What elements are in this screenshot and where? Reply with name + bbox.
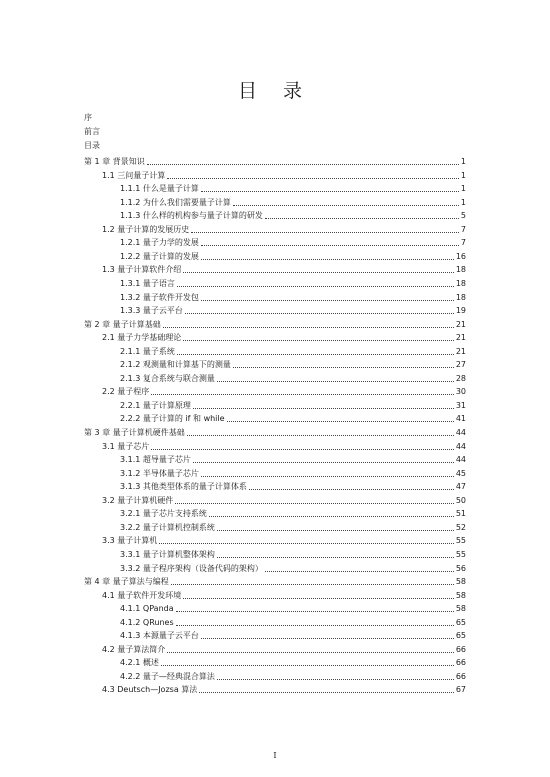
toc-dot-leader <box>163 327 454 328</box>
toc-entry-page: 47 <box>455 482 466 492</box>
toc-entry[interactable] <box>120 412 466 424</box>
toc-entry-page: 19 <box>455 306 466 316</box>
toc-entry-page: 55 <box>455 536 466 546</box>
toc-entry-title: 3.2 量子计算机硬件 <box>102 495 174 505</box>
toc-dot-leader <box>233 205 459 206</box>
toc-entry[interactable] <box>120 277 466 289</box>
toc-entry-page: 7 <box>460 224 466 234</box>
toc-entry-page: 66 <box>455 671 466 681</box>
toc-entry[interactable] <box>120 291 466 303</box>
toc-entry[interactable] <box>84 155 466 167</box>
toc-entry[interactable] <box>84 575 466 587</box>
toc-entry[interactable] <box>102 169 466 181</box>
toc-entry-page: 51 <box>455 509 466 519</box>
toc-dot-leader <box>227 421 454 422</box>
toc-entry-page: 1 <box>460 197 466 207</box>
toc-entry[interactable] <box>120 616 466 628</box>
toc-entry-title: 第 1 章 背景知识 <box>84 157 145 166</box>
toc-dot-leader <box>199 692 454 693</box>
toc-entry-title: 3.1 量子芯片 <box>102 441 150 451</box>
toc-entry-page: 41 <box>455 414 466 424</box>
toc-entry[interactable] <box>120 562 466 574</box>
toc-dot-leader <box>187 435 454 436</box>
front-item-foreword[interactable]: 前言 <box>84 127 100 136</box>
toc-entry-title: 3.3.2 量子程序架构（设备代码的架构） <box>120 563 263 573</box>
toc-dot-leader <box>151 449 454 450</box>
toc-entry-title: 3.2.1 量子芯片支持系统 <box>120 509 207 519</box>
toc-entry-title: 1.3.1 量子语言 <box>120 278 175 288</box>
toc-entry-title: 1.1 三问量子计算 <box>102 170 166 180</box>
toc-entry-title: 4.1 量子软件开发环境 <box>102 590 182 600</box>
toc-entry-title: 2.1.1 量子系统 <box>120 346 175 356</box>
toc-entry-title: 4.2 量子算法简介 <box>102 644 166 654</box>
toc-dot-leader <box>185 313 454 314</box>
toc-dot-leader <box>176 611 454 612</box>
toc-entry-title: 2.1.3 复合系统与联合测量 <box>120 373 215 383</box>
toc-entry[interactable] <box>120 250 466 262</box>
toc-dot-leader <box>217 557 454 558</box>
toc-entry-page: 5 <box>460 211 466 221</box>
toc-entry[interactable] <box>102 494 466 506</box>
toc-entry-page: 58 <box>455 604 466 614</box>
toc-entry-title: 1.1.2 为什么我们需要量子计算 <box>120 197 231 207</box>
toc-entry-page: 28 <box>455 373 466 383</box>
toc-dot-leader <box>217 679 454 680</box>
toc-dot-leader <box>183 598 454 599</box>
toc-entry[interactable] <box>120 467 466 479</box>
toc-entry-page: 44 <box>455 441 466 451</box>
toc-entry[interactable] <box>120 670 466 682</box>
toc-entry-title: 4.1.3 本源量子云平台 <box>120 631 199 641</box>
toc-entry[interactable] <box>120 480 466 492</box>
toc-dot-leader <box>201 259 454 260</box>
toc-entry-title: 2.1.2 观测量和计算基下的测量 <box>120 360 231 370</box>
toc-dot-leader <box>201 638 454 639</box>
toc-entry[interactable] <box>120 182 466 194</box>
toc-entry-page: 65 <box>455 617 466 627</box>
toc-entry-page: 21 <box>455 319 466 329</box>
toc-entry-page: 18 <box>455 278 466 288</box>
toc-entry-title: 2.2.2 量子计算的 if 和 while <box>120 414 225 424</box>
toc-entry-page: 50 <box>455 495 466 505</box>
toc-dot-leader <box>183 272 454 273</box>
toc-entry[interactable] <box>102 683 466 695</box>
toc-entry-page: 31 <box>455 400 466 410</box>
toc-dot-leader <box>193 408 454 409</box>
toc-dot-leader <box>209 516 454 517</box>
toc-entry[interactable] <box>102 440 466 452</box>
toc-entry-page: 21 <box>455 333 466 343</box>
toc-dot-leader <box>176 625 454 626</box>
toc-dot-leader <box>201 245 459 246</box>
toc-entry-page: 21 <box>455 346 466 356</box>
toc-entry-title: 2.2 量子程序 <box>102 387 150 397</box>
toc-entry[interactable] <box>120 507 466 519</box>
toc-entry[interactable] <box>120 209 466 221</box>
toc-entry-page: 44 <box>455 428 466 437</box>
toc-entry-title: 2.2.1 量子计算原理 <box>120 400 191 410</box>
toc-dot-leader <box>177 354 454 355</box>
toc-dot-leader <box>175 503 454 504</box>
toc-entry-page: 18 <box>455 265 466 275</box>
toc-entry-page: 58 <box>455 590 466 600</box>
toc-entry-page: 45 <box>455 468 466 478</box>
toc-entry-title: 1.2 量子计算的发展历史 <box>102 224 190 234</box>
toc-entry[interactable] <box>120 656 466 668</box>
toc-entry[interactable] <box>120 372 466 384</box>
toc-entry-title: 4.1.1 QPanda <box>120 604 174 614</box>
toc-entry-title: 1.1.3 什么样的机构参与量子计算的研发 <box>120 211 263 221</box>
toc-entry-title: 4.2.1 概述 <box>120 658 159 668</box>
toc-entry[interactable] <box>120 602 466 614</box>
toc-dot-leader <box>151 394 454 395</box>
toc-entry[interactable] <box>84 318 466 330</box>
toc-dot-leader <box>265 218 459 219</box>
toc-entry-page: 52 <box>455 522 466 532</box>
toc-entry-title: 1.2.1 量子力学的发展 <box>120 238 199 248</box>
toc-dot-leader <box>171 584 454 585</box>
toc-entry-title: 3.1.2 半导体量子芯片 <box>120 468 199 478</box>
toc-dot-leader <box>217 530 454 531</box>
toc-entry[interactable] <box>120 345 466 357</box>
toc-entry[interactable] <box>120 548 466 560</box>
toc-entry-page: 1 <box>460 170 466 180</box>
toc-entry[interactable] <box>120 236 466 248</box>
toc-entry[interactable] <box>102 534 466 546</box>
toc-dot-leader <box>193 462 454 463</box>
toc-entry[interactable] <box>102 385 466 397</box>
page-number: I <box>273 751 277 760</box>
toc-dot-leader <box>191 232 459 233</box>
toc-entry-title: 3.1.3 其他类型体系的量子计算体系 <box>120 482 247 492</box>
toc-entry-page: 16 <box>455 251 466 261</box>
toc-dot-leader <box>161 665 454 666</box>
toc-entry-page: 66 <box>455 644 466 654</box>
toc-entry[interactable] <box>102 589 466 601</box>
toc-entry-title: 3.2.2 量子计算机控制系统 <box>120 522 215 532</box>
toc-entry-title: 1.1.1 什么是量子计算 <box>120 184 199 194</box>
toc-entry-title: 3.3.1 量子计算机整体架构 <box>120 549 215 559</box>
toc-entry[interactable] <box>120 399 466 411</box>
toc-dot-leader <box>147 164 459 165</box>
toc-dot-leader <box>233 367 454 368</box>
toc-entry-page: 66 <box>455 658 466 668</box>
front-item-preface[interactable]: 序 <box>84 113 92 122</box>
toc-entry-page: 27 <box>455 360 466 370</box>
toc-entry[interactable] <box>102 263 466 275</box>
toc-entry-title: 1.3.3 量子云平台 <box>120 306 183 316</box>
toc-dot-leader <box>183 340 454 341</box>
toc-dot-leader <box>167 652 454 653</box>
toc-entry[interactable] <box>120 629 466 641</box>
toc-dot-leader <box>201 300 454 301</box>
toc-entry-title: 第 2 章 量子计算基础 <box>84 319 161 329</box>
toc-entry-page: 44 <box>455 455 466 465</box>
toc-dot-leader <box>159 543 454 544</box>
toc-entry[interactable] <box>102 643 466 655</box>
front-item-contents[interactable]: 目录 <box>84 141 100 150</box>
toc-entry-title: 4.2.2 量子—经典混合算法 <box>120 671 215 681</box>
toc-entry[interactable] <box>120 304 466 316</box>
toc-entry-title: 3.1.1 超导量子芯片 <box>120 455 191 465</box>
toc-entry-page: 18 <box>455 292 466 302</box>
toc-entry-page: 1 <box>460 184 466 194</box>
toc-entry-title: 3.3 量子计算机 <box>102 536 158 546</box>
toc-entry-title: 1.3 量子计算软件介绍 <box>102 265 182 275</box>
toc-entry[interactable] <box>120 453 466 465</box>
toc-entry-page: 1 <box>460 157 466 166</box>
toc-dot-leader <box>201 476 454 477</box>
toc-entry-page: 56 <box>455 563 466 573</box>
toc-entry-title: 1.3.2 量子软件开发包 <box>120 292 199 302</box>
toc-entry[interactable] <box>120 521 466 533</box>
toc-dot-leader <box>249 489 454 490</box>
toc-entry[interactable] <box>102 223 466 235</box>
toc-entry-title: 2.1 量子力学基础理论 <box>102 333 182 343</box>
toc-entry-title: 第 3 章 量子计算机硬件基础 <box>84 428 185 437</box>
toc-entry-page: 30 <box>455 387 466 397</box>
toc-entry-title: 4.3 Deutsch—Jozsa 算法 <box>102 685 198 695</box>
page-title: 目 录 <box>237 80 313 102</box>
toc-dot-leader <box>217 381 454 382</box>
toc-entry-page: 58 <box>455 577 466 587</box>
toc-dot-leader <box>167 178 459 179</box>
toc-entry-title: 第 4 章 量子算法与编程 <box>84 577 169 587</box>
toc-dot-leader <box>201 191 459 192</box>
toc-dot-leader <box>177 286 454 287</box>
toc-entry[interactable] <box>120 196 466 208</box>
toc-entry-title: 1.2.2 量子计算的发展 <box>120 251 199 261</box>
toc-entry[interactable] <box>120 358 466 370</box>
toc-entry[interactable] <box>102 331 466 343</box>
toc-entry-page: 65 <box>455 631 466 641</box>
toc-entry-title: 4.1.2 QRunes <box>120 617 174 627</box>
toc-entry[interactable] <box>84 426 466 438</box>
toc-entry-page: 7 <box>460 238 466 248</box>
toc-entry-page: 67 <box>455 685 466 695</box>
toc-dot-leader <box>265 571 454 572</box>
toc-entry-page: 55 <box>455 549 466 559</box>
